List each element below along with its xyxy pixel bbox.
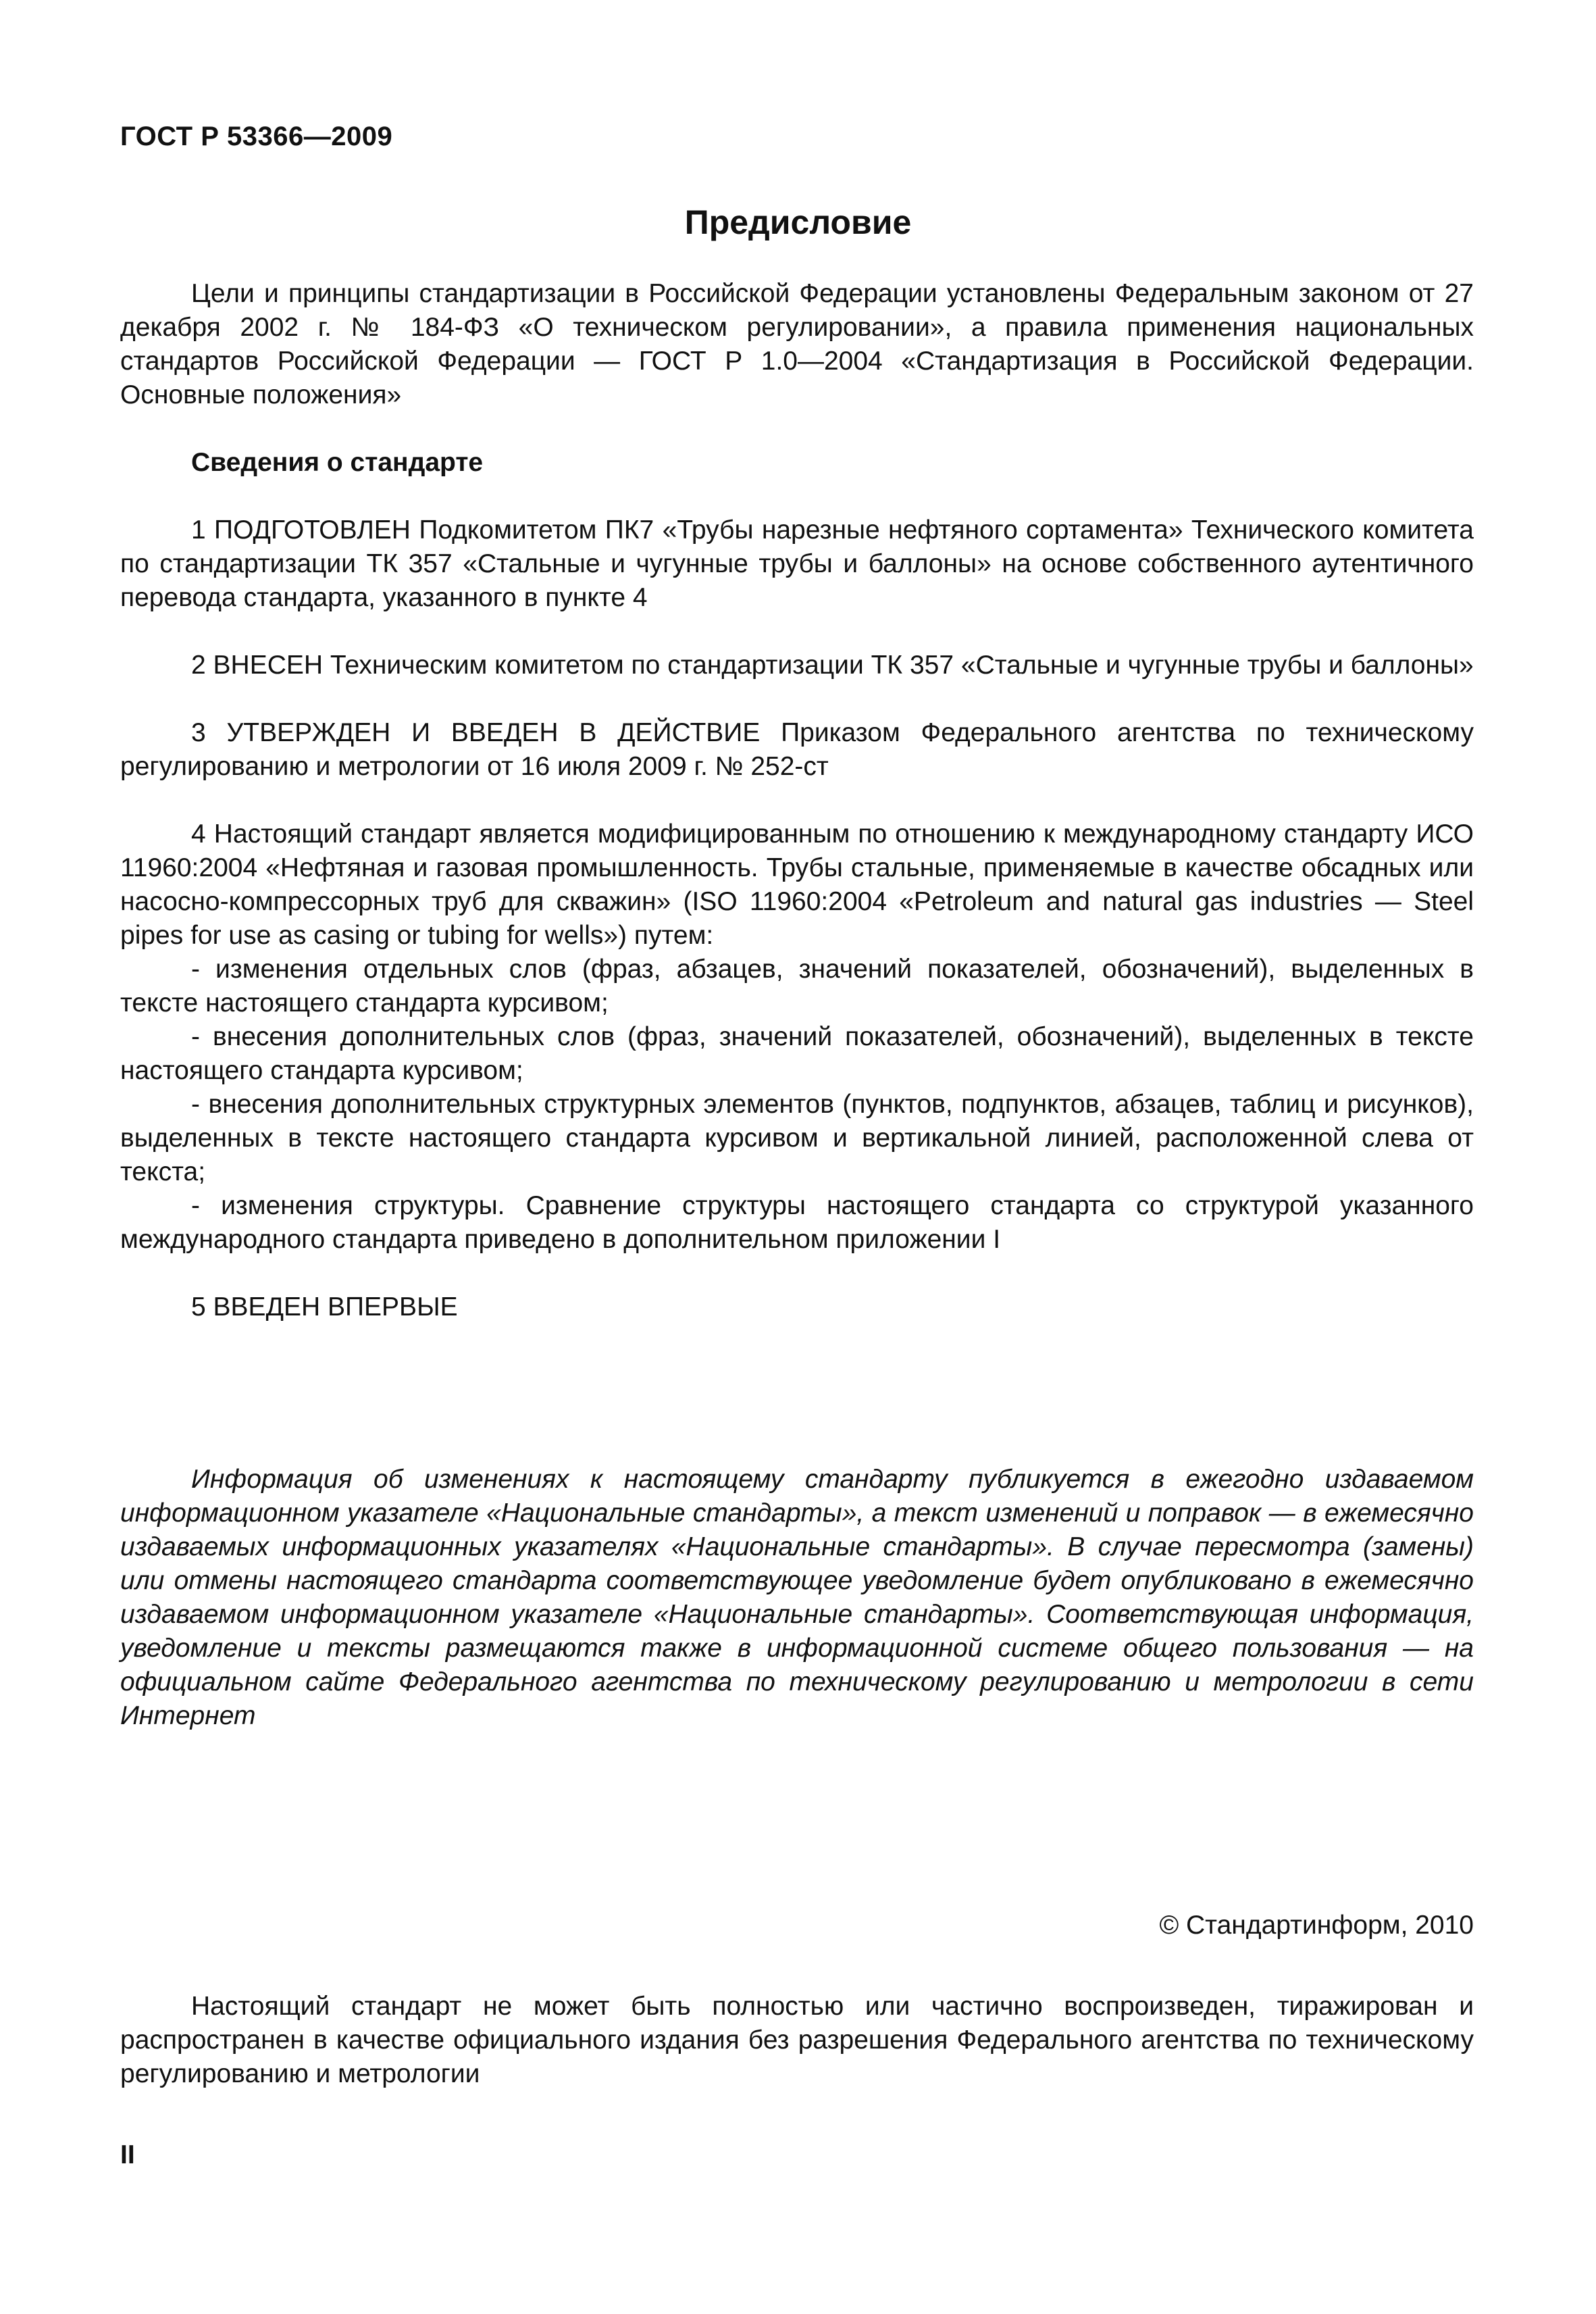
copyright: © Стандартинформ, 2010 xyxy=(1159,1911,1474,1940)
intro-paragraph: Цели и принципы стандартизации в Российской Федерации установлены Федеральным законом от 27 декабря 2002 г. № 184-ФЗ «О техническом регулировании», а правила применения национальных стандартов Российской Федерации — ГОСТ Р 1.0—2004 «Стандартизация в Российской Федерации. Основные положения» xyxy=(120,279,1474,409)
reproduction-notice-block xyxy=(120,1990,1474,2091)
item-4-bullet: - внесения дополнительных слов (фраз, значений показателей, обозначений), выделенных в тексте настоящего стандарта курсивом; xyxy=(120,1022,1474,1085)
item-4-bullet: - изменения структуры. Сравнение структуры настоящего стандарта со структурой указанного международного стандарта приведено в дополнительном приложении I xyxy=(120,1191,1474,1254)
page-title: Предисловие xyxy=(684,203,912,241)
reproduction-notice: Настоящий стандарт не может быть полностью или частично воспроизведен, тиражирован и распространен в качестве официального издания без разрешения Федерального агентства по техническому регулированию и метрологии xyxy=(120,1992,1474,2088)
page-number: II xyxy=(120,2140,135,2169)
item-4: 4 Настоящий стандарт является модифицированным по отношению к международному стандарту ИСО 11960:2004 «Нефтяная и газовая промышленность. Трубы стальные, применяемые в качестве обсадных или насосно-компрессорных труб для скважин» (ISO 11960:2004 «Petroleum and natural gas industries — Steel pipes for use as casing or tubing for wells») путем: xyxy=(120,820,1474,950)
item-4-bullet: - внесения дополнительных структурных элементов (пунктов, подпунктов, абзацев, таблиц и рисунков), выделенных в тексте настоящего стандарта курсивом и вертикальной линией, расположенной слева от текста; xyxy=(120,1090,1474,1186)
changes-info-block xyxy=(120,1463,1474,1733)
item-1: 1 ПОДГОТОВЛЕН Подкомитетом ПК7 «Трубы нарезные нефтяного сортамента» Технического комитета по стандартизации ТК 357 «Стальные и чугунные трубы и баллоны» на основе собственного аутентичного перевода стандарта, указанного в пункте 4 xyxy=(120,515,1474,612)
item-2: 2 ВНЕСЕН Техническим комитетом по стандартизации ТК 357 «Стальные и чугунные трубы и баллоны» xyxy=(191,651,1474,680)
item-3: 3 УТВЕРЖДЕН И ВВЕДЕН В ДЕЙСТВИЕ Приказом Федерального агентства по техническому регулированию и метрологии от 16 июля 2009 г. № 252-ст xyxy=(120,718,1474,781)
item-4-bullet: - изменения отдельных слов (фраз, абзацев, значений показателей, обозначений), выделенных в тексте настоящего стандарта курсивом; xyxy=(120,955,1474,1017)
changes-info-text: Информация об изменениях к настоящему стандарту публикуется в ежегодно издаваемом информационном указателе «Национальные стандарты», а текст изменений и поправок — в ежемесячно издаваемых информационных указателях «Национальные стандарты». В случае пересмотра (замены) или отмены настоящего стандарта соответствующее уведомление будет опубликовано в ежемесячно издаваемом информационном указателе «Национальные стандарты». Соответствующая информация, уведомление и тексты размещаются также в информационной системе общего пользования — на официальном сайте Федерального агентства по техническому регулированию и метрологии в сети Интернет xyxy=(120,1465,1474,1730)
info-heading: Сведения о стандарте xyxy=(191,448,484,477)
document-id: ГОСТ Р 53366—2009 xyxy=(120,122,393,151)
foreword-body xyxy=(120,277,1474,1324)
item-5: 5 ВВЕДЕН ВПЕРВЫЕ xyxy=(191,1292,458,1322)
